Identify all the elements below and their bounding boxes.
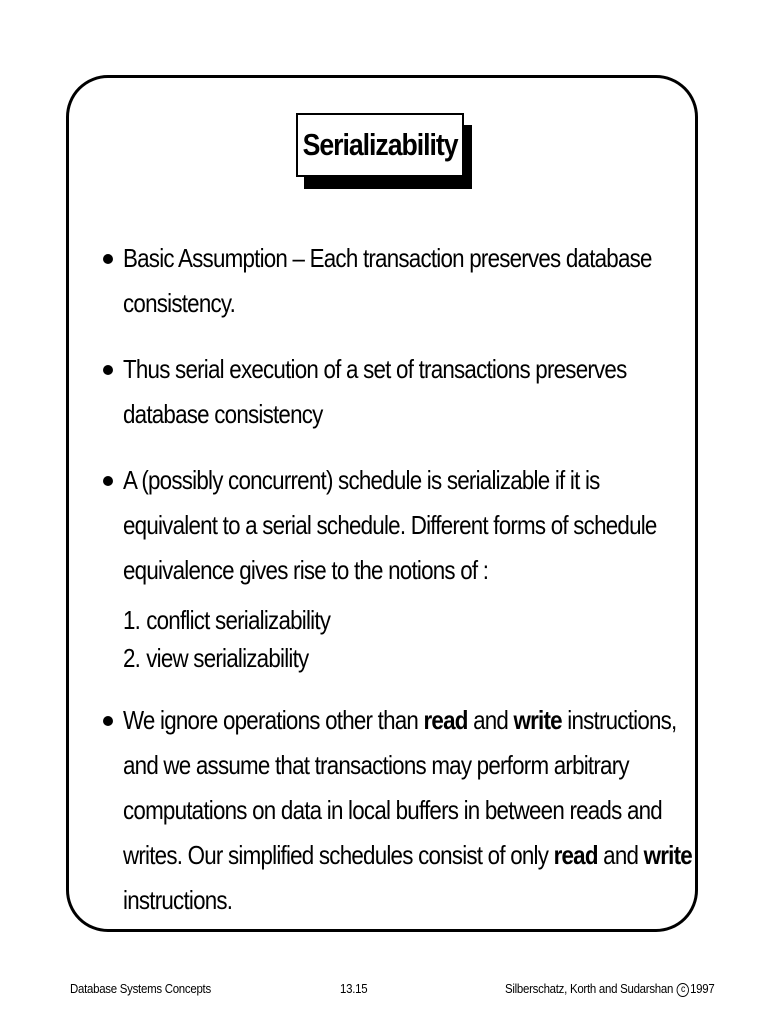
bold-write: write (513, 705, 562, 735)
footer-authors: Silberschatz, Korth and Sudarshan (505, 981, 674, 996)
text-run: and (597, 840, 644, 870)
bullet-line: Thus serial execution of a set of transactions preserves (123, 354, 627, 384)
copyright-icon: c (677, 983, 689, 997)
enumeration-list (100, 601, 690, 677)
text-run: We ignore operations other than (123, 705, 424, 735)
footer-year: 1997 (690, 981, 715, 996)
slide-title: Serializability (302, 127, 458, 162)
bullet-line: database consistency (123, 399, 323, 429)
text-run: instructions, (561, 705, 677, 735)
bullet-line: and we assume that transactions may perform arbitrary (123, 750, 629, 780)
enumeration-item (123, 601, 611, 639)
title-frame (296, 113, 464, 177)
text-run: writes. Our simplified schedules consist of only (123, 840, 554, 870)
bullet-line (123, 698, 677, 743)
bold-write: write (643, 840, 692, 870)
enumeration-number: 2. (123, 643, 141, 673)
bullet-line: computations on data in local buffers in between reads and (123, 795, 662, 825)
bullet-line: Basic Assumption – Each transaction preserves database (123, 243, 652, 273)
bullet-serial-execution (100, 347, 690, 437)
footer-left: Database Systems Concepts (70, 981, 211, 996)
bullet-line: consistency. (123, 288, 236, 318)
bullet-line: A (possibly concurrent) schedule is serializable if it is (123, 465, 600, 495)
slide-title-box (296, 113, 464, 177)
bullet-dot-icon (103, 716, 113, 726)
bullet-dot-icon (103, 365, 113, 375)
text-run: and (467, 705, 514, 735)
bullet-dot-icon (103, 476, 113, 486)
enumeration-text: view serializability (146, 643, 309, 673)
bullet-basic-assumption (100, 236, 690, 326)
footer-right (505, 981, 714, 997)
enumeration-number: 1. (123, 605, 141, 635)
slide-content (100, 236, 690, 923)
bullet-serializable-schedule (100, 458, 690, 593)
footer-page-number: 13.15 (340, 981, 368, 996)
bold-read: read (423, 705, 468, 735)
bullet-dot-icon (103, 254, 113, 264)
bullet-line: instructions. (123, 885, 233, 915)
bullet-read-write-operations (100, 698, 690, 923)
bold-read: read (553, 840, 598, 870)
enumeration-item (123, 639, 611, 677)
bullet-line: equivalent to a serial schedule. Different forms of schedule (123, 510, 657, 540)
bullet-line: equivalence gives rise to the notions of : (123, 555, 489, 585)
enumeration-text: conflict serializability (146, 605, 331, 635)
bullet-line (123, 833, 692, 878)
